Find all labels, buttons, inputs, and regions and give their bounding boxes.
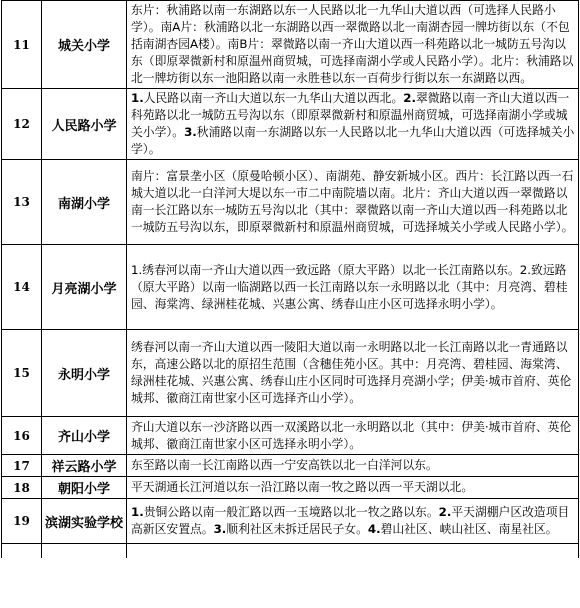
table-row <box>2 499 579 544</box>
row-number: 17 <box>2 455 42 477</box>
table-row <box>2 160 579 245</box>
table-row <box>2 330 579 417</box>
row-number: 12 <box>2 89 42 160</box>
row-number: 15 <box>2 330 42 417</box>
district-text: 齐山大道以东一沙济路以西一双溪路以北一永明路以北（其中：伊美·城市首府、英伦城邦、徽商江南世家小区可选择永明小学）。 <box>131 419 572 451</box>
school-name: 人民路小学 <box>42 89 127 160</box>
table-row-partial <box>2 544 579 558</box>
district-text: 东片：秋浦路以南一东湖路以东一人民路以北一九华山大道以西（可选择人民路小学）。南A片：秋浦路以北一东湖路以西一翠微路以北一南湖杏园一牌坊街以东（不包括南湖杏园A楼）。南B片：翠微路以南一齐山大道以西一科苑路以北一城防五号沟以东（即原翠微新村和原温州商贸城，可选择南湖小学或人民路小学）。北片：秋浦路以北一牌坊街以东一池阳路以南一永胜巷以东一百荷步行街以东一东湖路以西。 <box>131 3 574 85</box>
district-description <box>127 245 579 330</box>
district-text: 碧山社区、峡山社区、南星社区。 <box>380 522 558 536</box>
district-text: 绣春河以南一齐山大道以西一致远路（原大平路）以北一长江南路以东。 <box>142 262 520 277</box>
district-description <box>127 455 579 477</box>
district-description <box>127 160 579 245</box>
item-marker: 1. <box>131 91 144 105</box>
school-name: 滨湖实验学校 <box>42 499 127 544</box>
empty-cell <box>127 544 579 558</box>
row-number: 13 <box>2 160 42 245</box>
district-description <box>127 330 579 417</box>
item-marker: 2. <box>403 91 416 105</box>
district-text: 东至路以南一长江南路以西一宁安高铁以北一白洋河以东。 <box>131 458 438 472</box>
district-description <box>127 1 579 89</box>
school-name: 祥云路小学 <box>42 455 127 477</box>
table-row <box>2 417 579 455</box>
school-name: 永明小学 <box>42 330 127 417</box>
row-number: 18 <box>2 477 42 499</box>
district-description <box>127 89 579 160</box>
item-marker: 4. <box>367 522 381 536</box>
table-row <box>2 1 579 89</box>
district-text: 秋浦路以南一东湖路以东一人民路以北一九华山大道以西（可选择城关小学）。 <box>131 125 575 156</box>
item-marker: 3. <box>184 125 197 139</box>
school-name: 齐山小学 <box>42 417 127 455</box>
district-text: 平天湖棚户区改造项目高新区安置点。 <box>131 505 570 536</box>
row-number: 16 <box>2 417 42 455</box>
item-marker: 1. <box>131 505 144 519</box>
district-text: 人民路以南一齐山大道以东一九华山大道以西北。 <box>143 91 404 105</box>
district-text: 2. <box>519 262 532 277</box>
table-row <box>2 455 579 477</box>
district-text: 平天湖通长江河道以东一沿江路以南一牧之路以西一平天湖以北。 <box>131 480 474 494</box>
table-row <box>2 89 579 160</box>
item-marker: 2. <box>438 505 452 519</box>
district-text: 致远路（原大平路）以南一临湖路以西一长江南路以东一永明路以北（其中：月亮湾、碧桂园、海棠湾、绿洲桂花城、兴惠公寓、绣春山庄小区可选择永明小学）。 <box>131 262 568 311</box>
item-marker: 3. <box>213 522 227 536</box>
district-text: 贵铜公路以南一般汇路以西一玉境路以北一牧之路以东。 <box>143 505 439 519</box>
row-number: 11 <box>2 1 42 89</box>
table-row <box>2 245 579 330</box>
district-description <box>127 499 579 544</box>
empty-cell <box>42 544 127 558</box>
school-name: 城关小学 <box>42 1 127 89</box>
school-name: 南湖小学 <box>42 160 127 245</box>
table-body <box>2 1 579 558</box>
empty-cell <box>2 544 42 558</box>
district-description <box>127 417 579 455</box>
row-number: 14 <box>2 245 42 330</box>
school-name: 月亮湖小学 <box>42 245 127 330</box>
school-district-table <box>1 0 579 558</box>
district-description <box>127 477 579 499</box>
district-text: 1. <box>131 262 143 277</box>
row-number: 19 <box>2 499 42 544</box>
school-name: 朝阳小学 <box>42 477 127 499</box>
table-row <box>2 477 579 499</box>
district-text: 翠微路以南一齐山大道以西一科苑路以北一城防五号沟以东（即原翠微新村和原温州商贸城，可选择南湖小学或城关小学）。 <box>131 91 570 139</box>
district-text: 顺利社区未拆迁居民子女。 <box>226 522 368 536</box>
district-text: 南片：富景垄小区（原曼哈顿小区）、南湖苑、静安新城小区。西片：长江路以西一石城大道以北一白洋河大堤以东一市二中南院墙以南。北片：齐山大道以西一翠微路以南一长江路以东一城防五号沟以北（其中：翠微路以南一齐山大道以西一科苑路以北一城防五号沟以东，即原翠微新村和原温州商贸城，可选择城关小学或人民路小学）。 <box>131 169 574 234</box>
district-text: 绣春河以南一齐山大道以西一陵阳大道以南一永明路以北一长江南路以北一青通路以东，高速公路以北的原招生范围（含穗佳苑小区。其中：月亮湾、碧桂园、海棠湾、绿洲桂花城、兴惠公寓、绣春山庄小区同时可选择月亮湖小学；伊美·城市首府、英伦城邦、徽商江南世家小区可选择齐山小学）。 <box>131 340 572 405</box>
